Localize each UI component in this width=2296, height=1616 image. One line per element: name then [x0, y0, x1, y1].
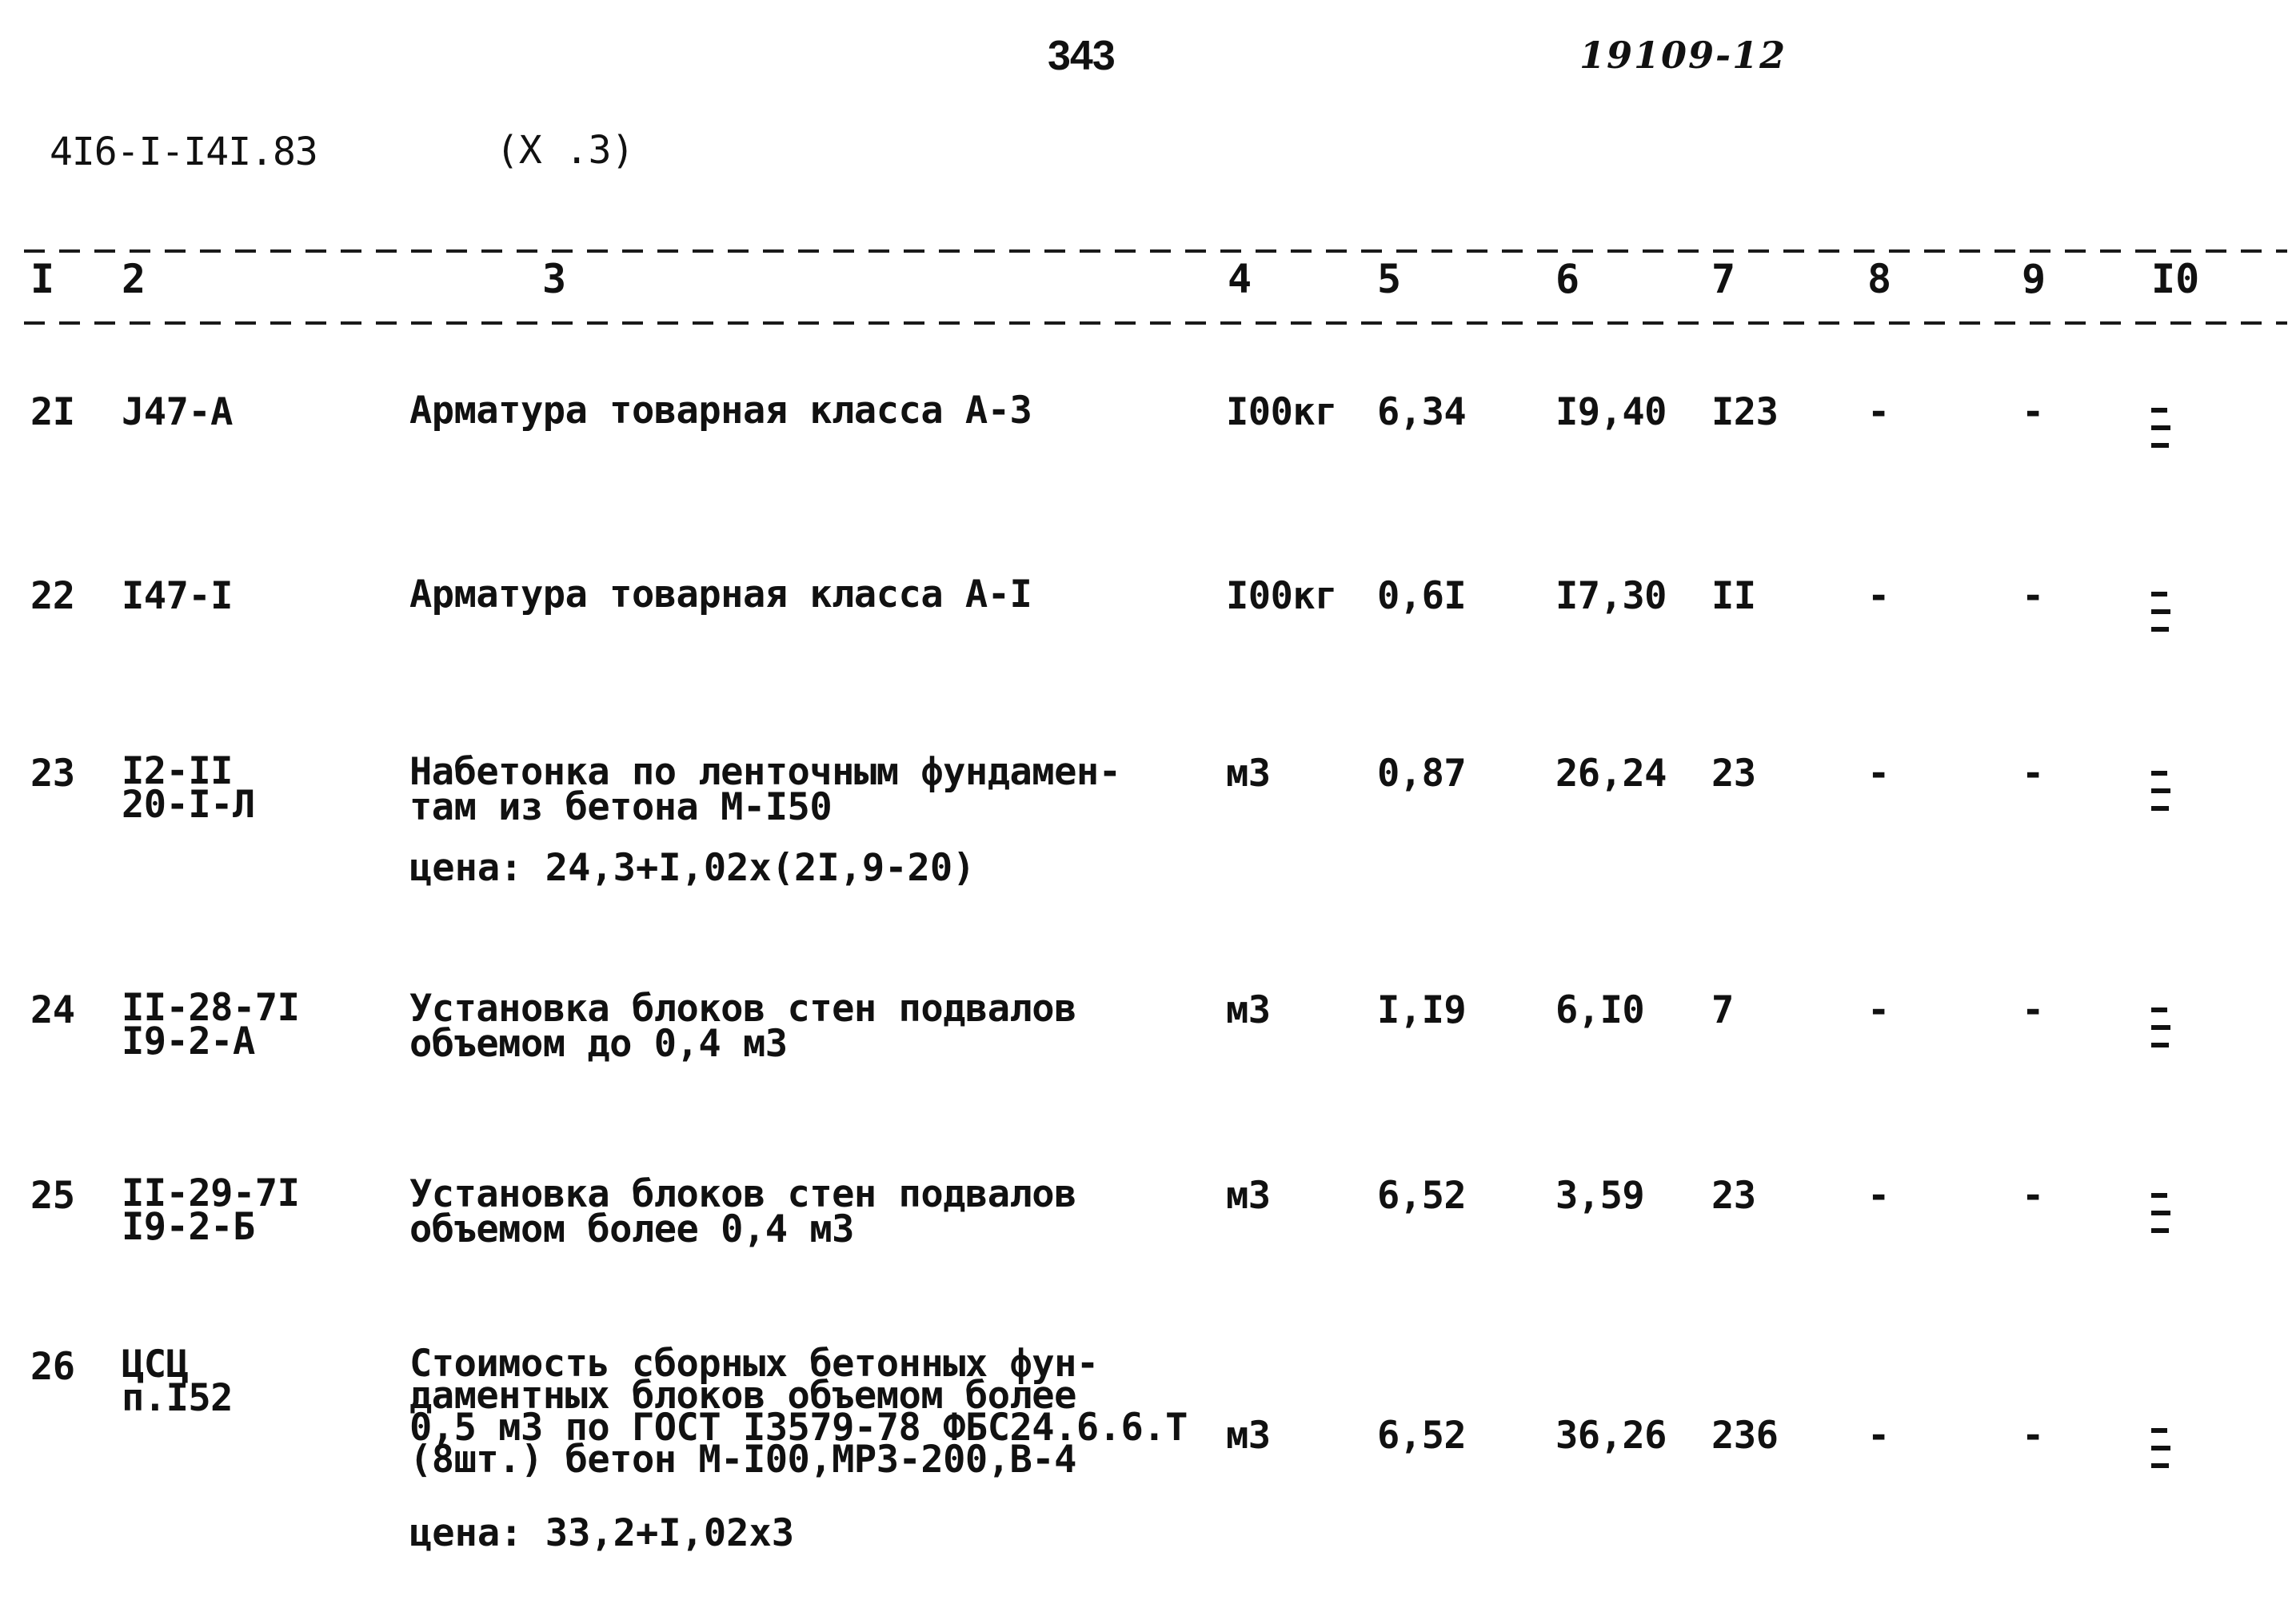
row-number: 22	[30, 574, 75, 618]
row-col9: -	[2022, 752, 2044, 796]
row-quantity: 6,34	[1377, 390, 1467, 434]
row-number: 2I	[30, 390, 75, 434]
row-unit: м3	[1226, 1174, 1271, 1218]
code-line: II-29-7I	[122, 1171, 300, 1215]
description-line: Арматура товарная класса А-3	[409, 389, 1032, 433]
row-col8: -	[1867, 1174, 1890, 1218]
description-line: Арматура товарная класса А-I	[409, 573, 1032, 616]
row-code	[122, 986, 300, 1063]
row-number: 24	[30, 988, 75, 1032]
row-unit-price: 6,I0	[1555, 988, 1645, 1032]
description-line: объемом более 0,4 м3	[409, 1207, 854, 1251]
row-total: 23	[1711, 752, 1756, 796]
row-description	[409, 389, 1209, 433]
header-bottom-rule	[24, 321, 2287, 325]
row-total: II	[1711, 574, 1756, 618]
row-col9: -	[2022, 988, 2044, 1032]
row-unit-price: I9,40	[1555, 390, 1667, 434]
column-header-7: 7	[1711, 256, 1736, 302]
row-col8: -	[1867, 988, 1890, 1032]
row-unit: м3	[1226, 988, 1271, 1032]
row-description	[409, 750, 1209, 829]
column-header-5: 5	[1377, 256, 1402, 302]
row-number: 25	[30, 1174, 75, 1218]
row-description	[409, 1342, 1241, 1482]
column-header-10: I0	[2151, 256, 2200, 302]
row-unit: I00кг	[1226, 390, 1337, 434]
row-col9: -	[2022, 1174, 2044, 1218]
row-description	[409, 573, 1209, 616]
row-total: 236	[1711, 1414, 1779, 1458]
row-number: 23	[30, 752, 75, 796]
row-description	[409, 1172, 1209, 1251]
code-line: J47-A	[122, 390, 233, 434]
description-line: Установка блоков стен подвалов	[409, 1172, 1076, 1216]
row-quantity: 6,52	[1377, 1414, 1467, 1458]
row-col8: -	[1867, 574, 1890, 618]
code-line: п.I52	[122, 1376, 233, 1420]
ditto-mark-icon	[2151, 590, 2170, 638]
row-quantity: 0,87	[1377, 752, 1467, 796]
row-number: 26	[30, 1345, 75, 1389]
row-col8: -	[1867, 390, 1890, 434]
row-code	[122, 1343, 233, 1420]
row-quantity: 0,6I	[1377, 574, 1467, 618]
header-top-rule	[24, 249, 2287, 253]
description-line: даментных блоков объемом более	[409, 1374, 1076, 1418]
code-line: I9-2-А	[122, 1019, 255, 1063]
ditto-mark-icon	[2151, 769, 2170, 817]
section-label: (X .3)	[496, 128, 635, 173]
row-unit-price: 36,26	[1555, 1414, 1667, 1458]
handwritten-stamp: 19109-12	[1579, 34, 1787, 77]
row-unit-price: 3,59	[1555, 1174, 1645, 1218]
row-code	[122, 390, 233, 434]
column-header-3: 3	[542, 256, 567, 302]
code-line: I47-I	[122, 574, 233, 618]
description-line: объемом до 0,4 м3	[409, 1022, 788, 1066]
description-line: Стоимость сборных бетонных фун-	[409, 1342, 1099, 1386]
row-description	[409, 987, 1209, 1066]
document-code: 4I6-I-I4I.83	[50, 130, 317, 174]
row-col9: -	[2022, 390, 2044, 434]
code-line: I9-2-Б	[122, 1205, 255, 1249]
column-header-6: 6	[1555, 256, 1580, 302]
description-line: Установка блоков стен подвалов	[409, 987, 1076, 1031]
description-line: там из бетона М-I50	[409, 785, 833, 829]
row-code	[122, 1171, 300, 1249]
row-unit-price: 26,24	[1555, 752, 1667, 796]
column-header-1: I	[30, 256, 55, 302]
row-col8: -	[1867, 752, 1890, 796]
row-unit: I00кг	[1226, 574, 1337, 618]
description-line: (8шт.) бетон М-I00,МРЗ-200,В-4	[409, 1438, 1076, 1482]
column-header-9: 9	[2022, 256, 2046, 302]
row-unit-price: I7,30	[1555, 574, 1667, 618]
row-quantity: 6,52	[1377, 1174, 1467, 1218]
ditto-mark-icon	[2151, 1426, 2170, 1474]
row-col8: -	[1867, 1414, 1890, 1458]
ditto-mark-icon	[2151, 406, 2170, 454]
row-col9: -	[2022, 1414, 2044, 1458]
row-code	[122, 749, 255, 827]
row-total: 7	[1711, 988, 1734, 1032]
description-line: 0,5 м3 по ГОСТ I3579-78 ФБС24.6.6.Т	[409, 1406, 1188, 1450]
column-header-2: 2	[122, 256, 146, 302]
page-number: 343	[1048, 33, 1115, 79]
row-unit: м3	[1226, 752, 1271, 796]
code-line: ЦСЦ	[122, 1343, 189, 1387]
column-header-4: 4	[1228, 256, 1252, 302]
row-total: 23	[1711, 1174, 1756, 1218]
row-col9: -	[2022, 574, 2044, 618]
code-line: I2-II	[122, 749, 233, 793]
row-unit: м3	[1226, 1414, 1271, 1458]
price-formula-note: цена: 33,2+I,02х3	[409, 1511, 795, 1555]
ditto-mark-icon	[2151, 1191, 2170, 1239]
row-code	[122, 574, 233, 618]
column-header-8: 8	[1867, 256, 1892, 302]
row-quantity: I,I9	[1377, 988, 1467, 1032]
price-formula-note: цена: 24,3+I,02х(2I,9-20)	[409, 846, 976, 890]
ditto-mark-icon	[2151, 1006, 2170, 1054]
description-line: Набетонка по ленточным фундамен-	[409, 750, 1121, 794]
code-line: II-28-7I	[122, 986, 300, 1030]
code-line: 20-I-Л	[122, 783, 255, 827]
row-total: I23	[1711, 390, 1779, 434]
